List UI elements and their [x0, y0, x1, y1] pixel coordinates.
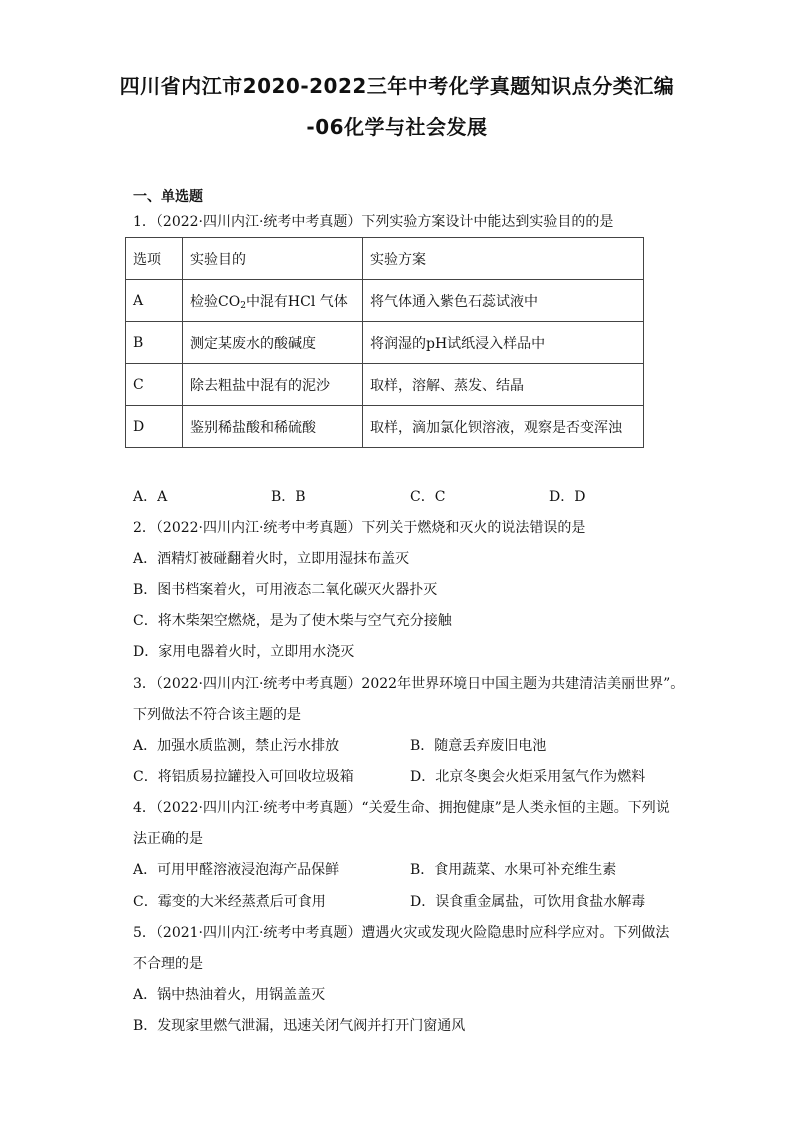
table-cell: 将气体通入紫色石蕊试液中 [363, 280, 644, 322]
question-1-stem: 1．（2022·四川内江·统考中考真题）下列实验方案设计中能达到实验目的的是 [133, 214, 614, 230]
q4-option-c: C．霉变的大米经蒸煮后可食用 [133, 894, 326, 910]
q4-option-a: A．可用甲醛溶液浸泡海产品保鲜 [133, 862, 340, 878]
q1-option-c: C．C [410, 489, 446, 505]
table-cell: 取样，滴加氯化钡溶液，观察是否变浑浊 [363, 406, 644, 448]
question-2-stem: 2．（2022·四川内江·统考中考真题）下列关于燃烧和灭火的说法错误的是 [133, 520, 586, 536]
q1-option-a: A．A [133, 489, 168, 505]
table-cell: A [126, 280, 183, 322]
q5-option-b: B．发现家里燃气泄漏，迅速关闭气阀并打开门窗通风 [133, 1018, 466, 1034]
q3-option-a: A．加强水质监测，禁止污水排放 [133, 738, 340, 754]
q2-option-d: D．家用电器着火时，立即用水浇灭 [133, 644, 355, 660]
question-3-stem-cont: 下列做法不符合该主题的是 [133, 707, 301, 723]
table-row [126, 280, 644, 322]
table-cell: D [126, 406, 183, 448]
q4-option-d: D．误食重金属盐，可饮用食盐水解毒 [410, 894, 646, 910]
header-plan: 实验方案 [363, 238, 644, 280]
q3-option-c: C．将铝质易拉罐投入可回收垃圾箱 [133, 769, 354, 785]
table-cell: 取样，溶解、蒸发、结晶 [363, 364, 644, 406]
table-cell: C [126, 364, 183, 406]
table-cell: B [126, 322, 183, 364]
table-row [126, 406, 644, 448]
q1-option-b: B．B [271, 489, 306, 505]
question-5-stem: 5．（2021·四川内江·统考中考真题）遭遇火灾或发现火险隐患时应科学应对。下列做法 [133, 925, 670, 941]
q2-option-b: B．图书档案着火，可用液态二氧化碳灭火器扑灭 [133, 582, 438, 598]
document-subtitle: -06化学与社会发展 [306, 115, 488, 139]
co2-hcl-purpose: 检验$CO_2$中混有HCl 气体 [190, 293, 348, 311]
question-4-stem-cont: 法正确的是 [133, 831, 203, 847]
table-cell: 测定某废水的酸碱度 [183, 322, 363, 364]
table-cell: 鉴别稀盐酸和稀硫酸 [183, 406, 363, 448]
table-row [126, 364, 644, 406]
table-cell [183, 280, 363, 322]
question-4-stem: 4．（2022·四川内江·统考中考真题）“关爱生命、拥抱健康”是人类永恒的主题。下列说 [133, 800, 670, 816]
header-purpose: 实验目的 [183, 238, 363, 280]
q3-option-d: D．北京冬奥会火炬采用氢气作为燃料 [410, 769, 646, 785]
table-cell: 除去粗盐中混有的泥沙 [183, 364, 363, 406]
table-cell: 将润湿的pH试纸浸入样品中 [363, 322, 644, 364]
table-row [126, 322, 644, 364]
q1-option-d: D．D [549, 489, 586, 505]
document-title: 四川省内江市2020-2022三年中考化学真题知识点分类汇编 [119, 74, 675, 98]
q5-option-a: A．锅中热油着火，用锅盖盖灭 [133, 987, 326, 1003]
q2-option-c: C．将木柴架空燃烧，是为了使木柴与空气充分接触 [133, 613, 452, 629]
q2-option-a: A．酒精灯被碰翻着火时，立即用湿抹布盖灭 [133, 551, 410, 567]
q3-option-b: B．随意丢弃废旧电池 [410, 738, 547, 754]
experiment-table [125, 237, 644, 448]
question-5-stem-cont: 不合理的是 [133, 956, 203, 972]
header-option: 选项 [126, 238, 183, 280]
table-header-row [126, 238, 644, 280]
section-heading: 一、单选题 [133, 189, 203, 205]
question-3-stem: 3．（2022·四川内江·统考中考真题）2022年世界环境日中国主题为共建清洁美丽世界”。 [133, 676, 685, 692]
q4-option-b: B．食用蔬菜、水果可补充维生素 [410, 862, 617, 878]
